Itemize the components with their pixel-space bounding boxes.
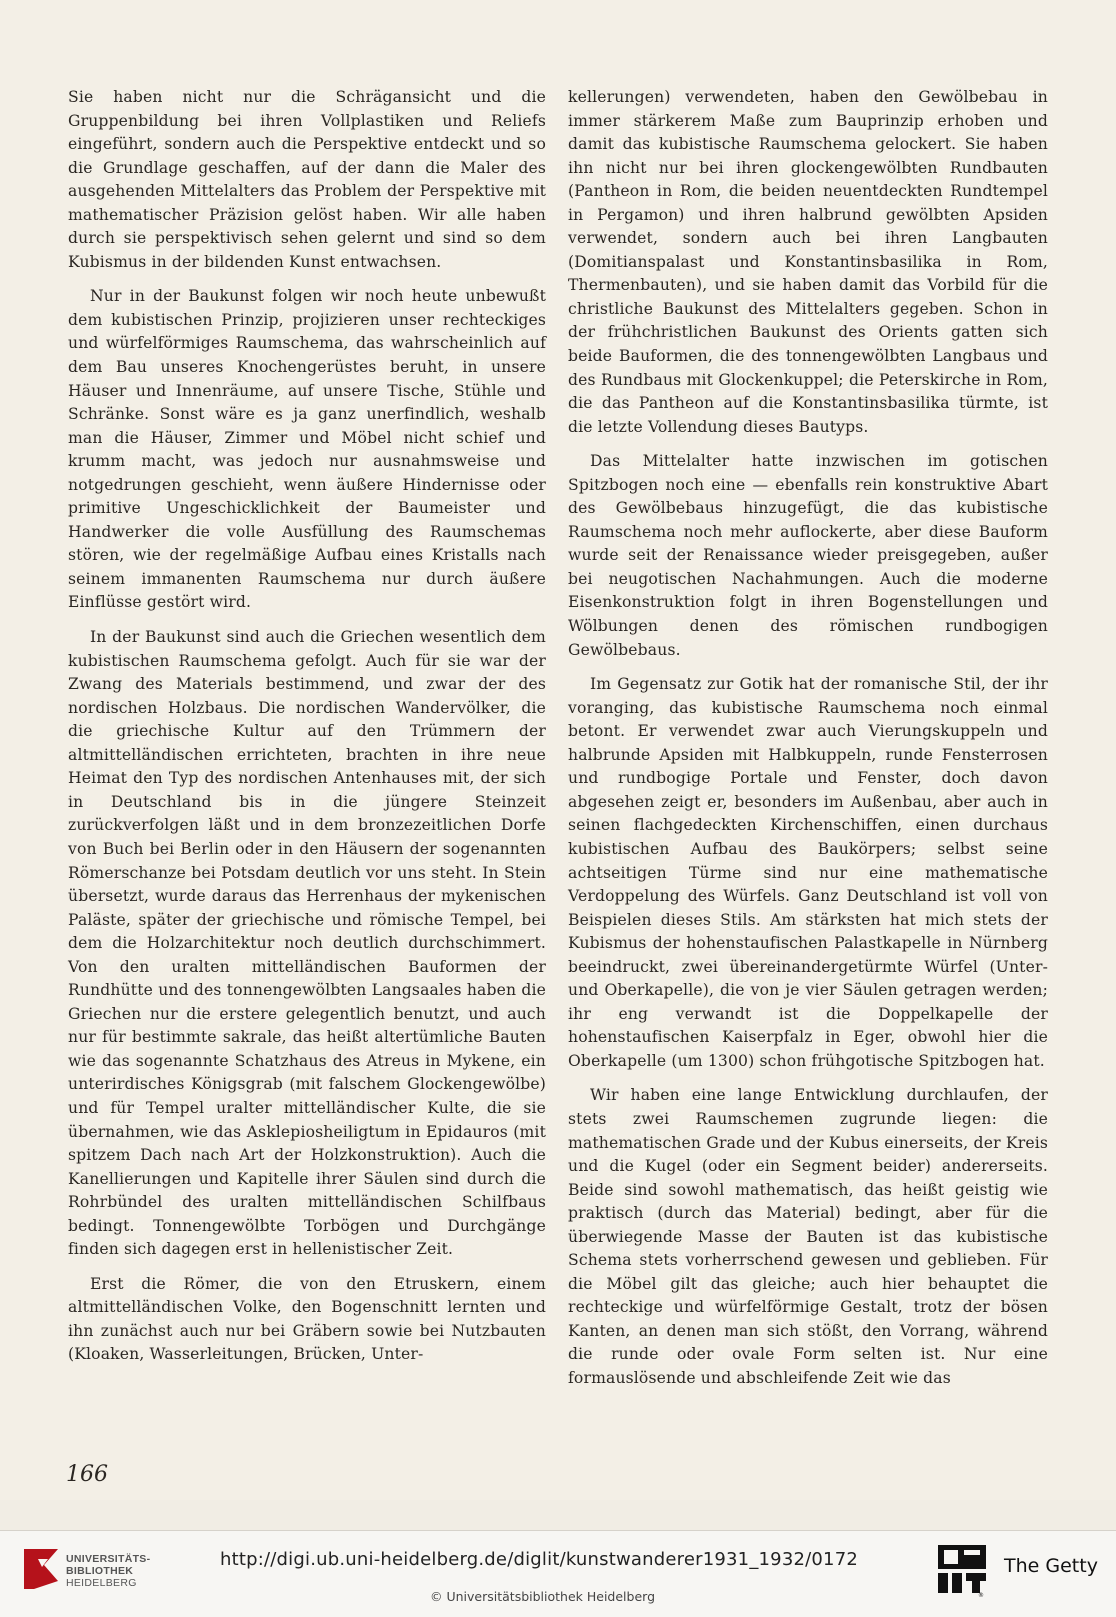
paragraph: Wir haben eine lange Entwicklung durchlaufen, der stets zwei Raumschemen zugrunde liegen: die mathematischen Grade und der Kubus einerseits, der Kreis und die Kugel (oder ein Segment beider) andererseits. Beide sind sowohl mathematisch, das heißt geistig wie praktisch (durch das Material) bedingt, aber für die überwiegende Masse der Bauten ist das kubistische Schema stets vorherrschend gewesen und geblieben. Für die Möbel gilt das gleiche; auch hier behauptet die rechteckige und würfelförmige Gestalt, trotz der bösen Kanten, an denen man sich stößt, den Vorrang, während die runde oder ovale Form selten ist. Nur eine formauslösende und abschleifende Zeit wie das: [568, 1086, 1048, 1387]
paragraph: Im Gegensatz zur Gotik hat der romanische Stil, der ihr voranging, das kubistische Raumschema noch einmal betont. Er verwendet zwar auch Vierungskuppeln und halbrunde Apsiden mit Halbkuppeln, runde Fensterrosen und rundbogige Portale und Fenster, doch davon abgesehen zeigt er, besonders im Außenbau, aber auch in seinen flachgedeckten Kirchenschiffen, einen durchaus kubistischen Aufbau des Baukörpers; selbst seine achtseitigen Türme sind nur eine mathematische Verdoppelung des Würfels. Ganz Deutschland ist voll von Beispielen dieses Stils. Am stärksten hat mich stets der Kubismus der hohenstaufischen Palastkapelle in Nürnberg beeindruckt, zwei übereinandergetürmte Würfel (Unter- und Oberkapelle), die von je vier Säulen getragen werden; ihr eng verwandt ist die Doppelkapelle der hohenstaufischen Kaiserpfalz in Eger, obwohl hier die Oberkapelle (um 1300) schon frühgotische Spitzbogen hat.: [568, 675, 1048, 1070]
getty-name: The Getty: [1004, 1555, 1098, 1577]
library-line: BIBLIOTHEK: [66, 1565, 134, 1577]
paragraph: In der Baukunst sind auch die Griechen wesentlich dem kubistischen Raumschema gefolgt. Auch für sie war der Zwang des Materials bestimmend, und zwar der des nordischen Holzbaus. Die nordischen Wandervölker, die die griechische Kultur auf den Trümmern der altmittelländischen errichteten, brachten in ihre neue Heimat den Typ des nordischen Antenhauses mit, der sich in Deutschland bis in die jüngere Steinzeit zurückverfolgen läßt und in dem bronzezeitlichen Dorfe von Buch bei Berlin oder in den Häusern der sogenannten Römerschanze bei Potsdam deutlich vor uns steht. In Stein übersetzt, wurde daraus das Herrenhaus der mykenischen Paläste, später der griechische und römische Tempel, bei dem die Holzarchitektur noch deutlich durchschimmert. Von den uralten mittelländischen Bauformen der Rundhütte und des tonnengewölbten Langsaales haben die Griechen nur die erstere gelegentlich benutzt, und auch nur für bestimmte sakrale, das heißt altertümliche Bauten wie das sogenannte Schatzhaus des Atreus in Mykene, ein unterirdisches Königsgrab (mit falschem Glockengewölbe) und für Tempel uralter mittelländischer Kulte, die sie übernahmen, wie das Asklepiosheiligtum in Epidauros (mit spitzem Dach nach Art der Holzkonstruktion). Auch die Kanellierungen und Kapitelle ihrer Säulen sind durch die Rohrbündel des uralten mittelländischen Schilfbaus bedingt. Tonnengewölbte Torbögen und Durchgänge finden sich dagegen erst in hellenistischer Zeit.: [68, 628, 546, 1259]
right-column: [568, 86, 1048, 1402]
paragraph: Nur in der Baukunst folgen wir noch heute unbewußt dem kubistischen Prinzip, projizieren unser rechteckiges und würfelförmiges Raumschema, das wahrscheinlich auf dem Bau unseres Knochengerüstes beruht, in unsere Häuser und Innenräume, auf unsere Tische, Stühle und Schränke. Sonst wäre es ja ganz unerfindlich, weshalb man die Häuser, Zimmer und Möbel nicht schief und krumm macht, was jedoch nur ausnahmsweise und notgedrungen geschieht, wenn äußere Hindernisse oder primitive Ungeschicklichkeit der Baumeister und Handwerker die volle Ausfüllung des Raumschemas stören, wie der regelmäßige Aufbau eines Kristalls nach seinem immanenten Raumschema nur durch äußere Einflüsse gestört wird.: [68, 287, 546, 612]
library-line: UNIVERSITÄTS-: [66, 1553, 151, 1565]
paragraph: Erst die Römer, die von den Etruskern, einem altmittelländischen Volke, den Bogenschnitt lernten und ihn zunächst auch nur bei Gräbern sowie bei Nutzbauten (Kloaken, Wasserleitungen, Brücken, Unter-: [68, 1274, 546, 1364]
registered-mark: ®: [978, 1592, 984, 1597]
footer-bar: [0, 1530, 1116, 1617]
copyright-notice: © Universitätsbibliothek Heidelberg: [430, 1589, 656, 1604]
library-name: [66, 1553, 150, 1589]
getty-logo-icon: [938, 1545, 986, 1597]
paragraph: Sie haben nicht nur die Schrägansicht und die Gruppenbildung bei ihren Vollplastiken und Reliefs eingeführt, sondern auch die Perspektive entdeckt und so die Grundlage geschaffen, auf der dann die Maler des ausgehenden Mittelalters das Problem der Perspektive mit mathematischer Präzision gelöst haben. Wir alle haben durch sie perspektivisch sehen gelernt und sind so dem Kubismus in der bildenden Kunst entwachsen.: [68, 88, 546, 271]
source-url-link[interactable]: http://digi.ub.uni-heidelberg.de/diglit/kunstwanderer1931_1932/0172: [220, 1549, 858, 1570]
paragraph: Das Mittelalter hatte inzwischen im gotischen Spitzbogen noch eine — ebenfalls rein konstruktive Abart des Gewölbebaus hinzugefügt, die das kubistische Raumschema noch mehr auflockerte, aber diese Bauform wurde seit der Renaissance wieder preisgegeben, außer bei neugotischen Nachahmungen. Auch die moderne Eisenkonstruktion folgt in ihren Bogenstellungen und Wölbungen denen des römischen rundbogigen Gewölbebaus.: [568, 452, 1048, 659]
paragraph: kellerungen) verwendeten, haben den Gewölbebau in immer stärkerem Maße zum Bauprinzip erhoben und damit das kubistische Raumschema gelockert. Sie haben ihn nicht nur bei ihren glockengewölbten Rundbauten (Pantheon in Rom, die beiden neuentdeckten Rundtempel in Pergamon) und ihren halbrund gewölbten Apsiden verwendet, sondern auch bei ihren Langbauten (Domitianspalast und Konstantinsbasilika in Rom, Thermenbauten), und sie haben damit das Vorbild für die christliche Baukunst des Mittelalters gegeben. Schon in der frühchristlichen Baukunst des Orients gatten sich beide Bauformen, die des tonnengewölbten Langbaus und des Rundbaus mit Glockenkuppel; die Peterskirche in Rom, die das Pantheon auf die Konstantinsbasilika türmte, ist die letzte Vollendung dieses Bautyps.: [568, 88, 1048, 436]
page-number: 166: [66, 1462, 108, 1487]
left-column: [68, 86, 546, 1378]
library-line: HEIDELBERG: [66, 1577, 137, 1589]
university-library-logo-icon: [22, 1545, 62, 1593]
